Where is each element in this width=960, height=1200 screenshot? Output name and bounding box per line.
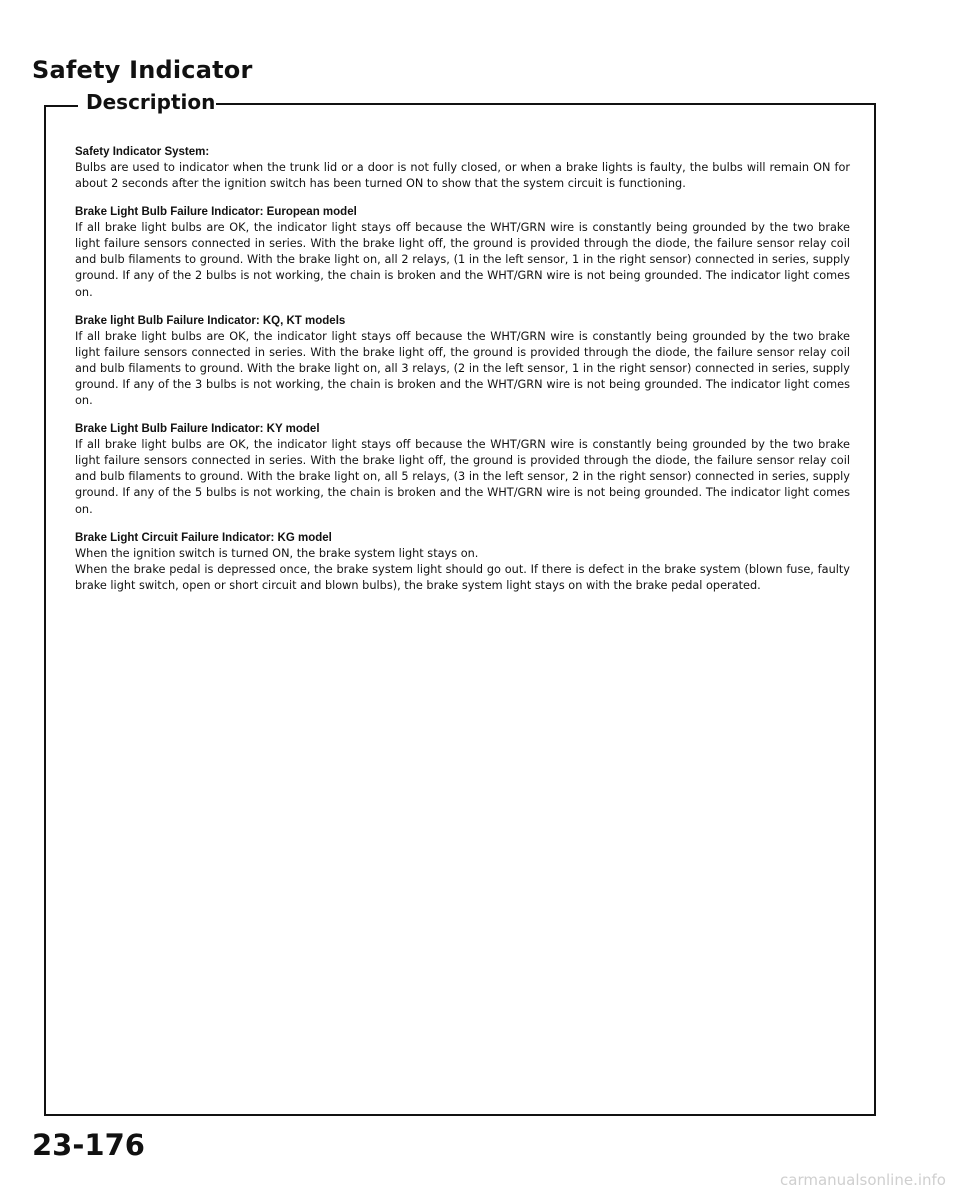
section-ky-model <box>75 421 850 517</box>
section-body-line: When the ignition switch is turned ON, the brake system light stays on. <box>75 546 479 560</box>
section-heading: Brake light Bulb Failure Indicator: KQ, KT models <box>75 314 346 327</box>
section-kq-kt-models <box>75 313 850 409</box>
section-european-model <box>75 204 850 300</box>
section-body: If all brake light bulbs are OK, the indicator light stays off because the WHT/GRN wire is constantly being grounded by the two brake light failure sensors connected in series. With the brake light off, the ground is provided through the diode, the failure sensor relay coil and bulb filaments to ground. With the brake light on, all 2 relays, (1 in the left sensor, 1 in the right sensor) connected in series, supply ground. If any of the 2 bulbs is not working, the chain is broken and the WHT/GRN wire is not being grounded. The indicator light comes on. <box>75 221 850 299</box>
frame-top-rule-right <box>216 103 876 105</box>
description-content <box>75 144 850 606</box>
section-body: If all brake light bulbs are OK, the indicator light stays off because the WHT/GRN wire is constantly being grounded by the two brake light failure sensors connected in series. With the brake light off, the ground is provided through the diode, the failure sensor relay coil and bulb filaments to ground. With the brake light on, all 5 relays, (3 in the left sensor, 2 in the right sensor) connected in series, supply ground. If any of the 5 bulbs is not working, the chain is broken and the WHT/GRN wire is not being grounded. The indicator light comes on. <box>75 438 850 516</box>
section-body-line: When the brake pedal is depressed once, the brake system light should go out. If there is defect in the brake system (blown fuse, faulty brake light switch, open or short circuit and blown bulbs), the brake system light stays on with the brake pedal operated. <box>75 562 850 592</box>
watermark: carmanualsonline.info <box>780 1171 946 1189</box>
section-kg-model <box>75 530 850 594</box>
section-body: If all brake light bulbs are OK, the indicator light stays off because the WHT/GRN wire is constantly being grounded by the two brake light failure sensors connected in series. With the brake light off, the ground is provided through the diode, the failure sensor relay coil and bulb filaments to ground. With the brake light on, all 3 relays, (2 in the left sensor, 1 in the right sensor) connected in series, supply ground. If any of the 3 bulbs is not working, the chain is broken and the WHT/GRN wire is not being grounded. The indicator light comes on. <box>75 329 850 408</box>
section-heading: Brake Light Bulb Failure Indicator: KY model <box>75 423 320 436</box>
section-title: Description <box>86 90 216 114</box>
section-heading: Brake Light Circuit Failure Indicator: KG model <box>75 531 332 544</box>
frame-top-rule-left <box>44 105 78 107</box>
section-safety-indicator-system <box>75 144 850 192</box>
section-heading: Brake Light Bulb Failure Indicator: European model <box>75 206 357 219</box>
section-body: Bulbs are used to indicator when the trunk lid or a door is not fully closed, or when a brake lights is faulty, the bulbs will remain ON for about 2 seconds after the ignition switch has been turned ON to show that the system circuit is functioning. <box>75 161 850 191</box>
page-title: Safety Indicator <box>32 56 253 84</box>
section-heading: Safety Indicator System: <box>75 146 210 158</box>
page-number: 23-176 <box>32 1128 145 1162</box>
